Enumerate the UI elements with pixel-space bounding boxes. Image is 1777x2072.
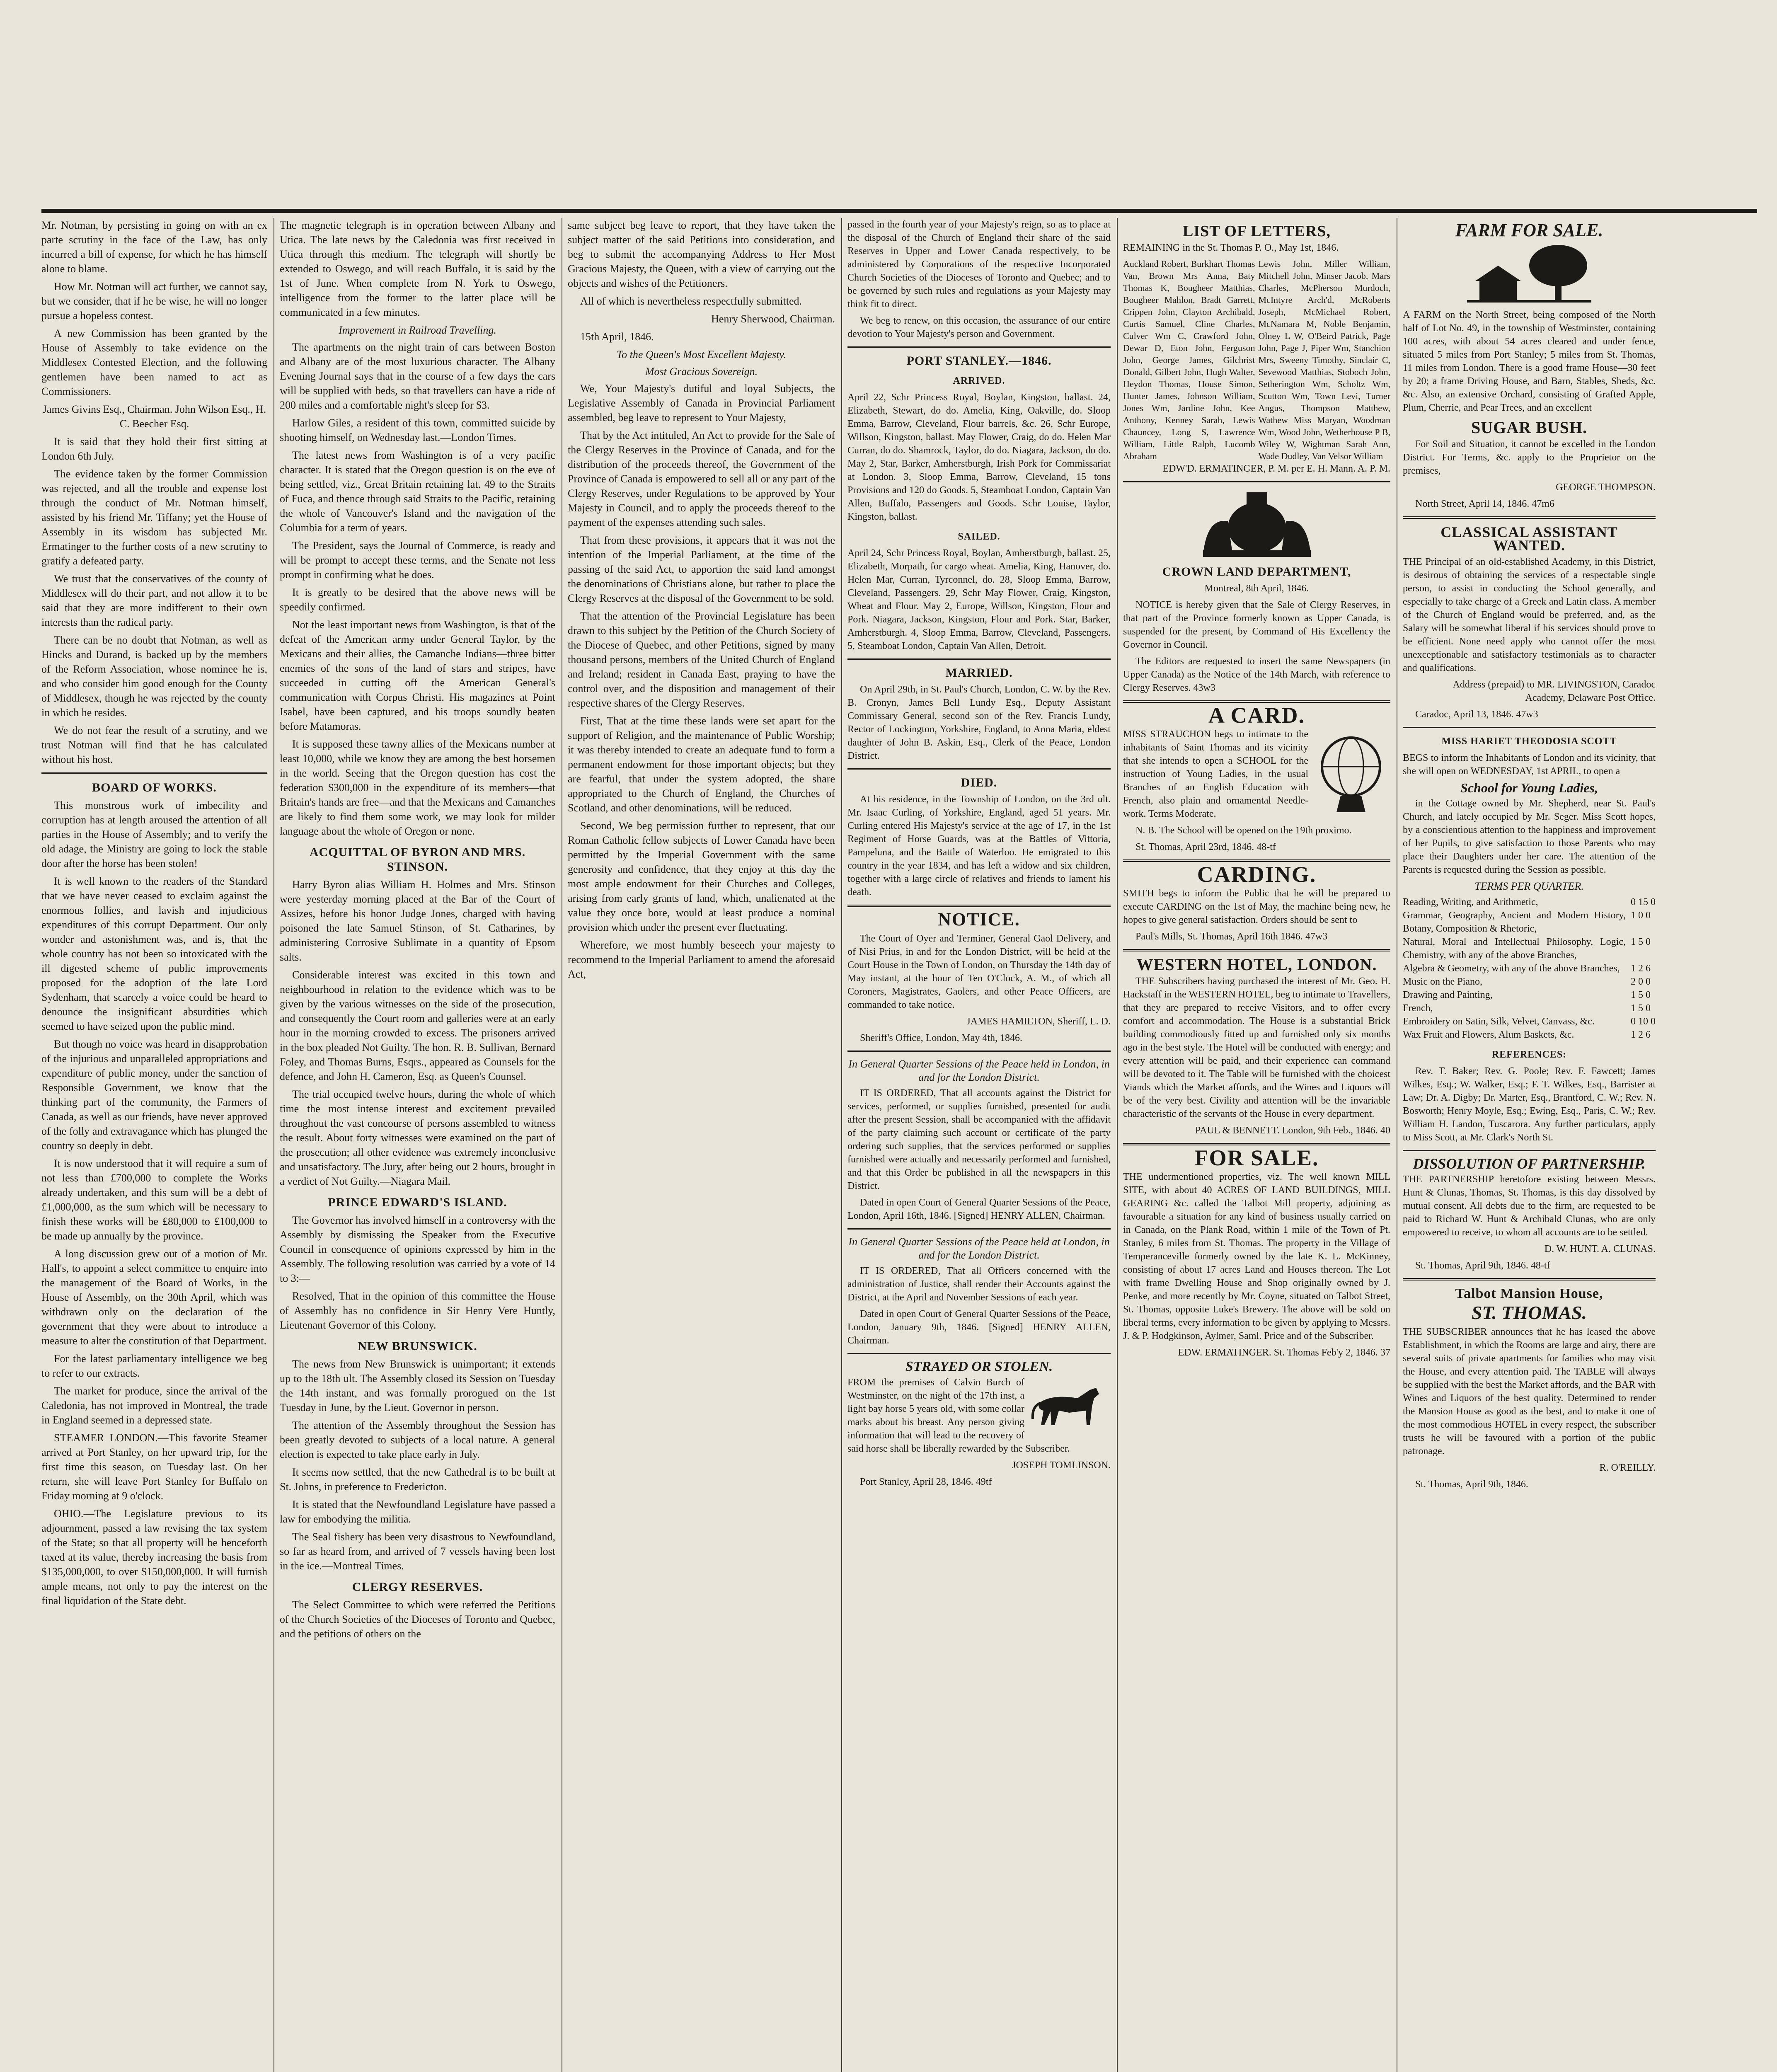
terms-price: 1 5 0 <box>1631 990 1651 1000</box>
heading-miss-scott: MISS HARIET THEODOSIA SCOTT <box>1441 736 1617 747</box>
heading-acquittal: ACQUITTAL OF BYRON AND MRS. STINSON. <box>309 845 526 874</box>
paragraph: How Mr. Notman will act further, we cannot say, but we consider, that if he be wise, he will no longer pursue a hopeless contest. <box>41 281 267 322</box>
terms-price: 2 0 0 <box>1631 976 1651 987</box>
farm-tree-icon <box>1467 243 1591 305</box>
paragraph: SMITH begs to inform the Public that he will be prepared to execute CARDING on the 1st of May, the machine being new, he hopes to give general satisfaction. Orders should be sent to <box>1123 888 1390 925</box>
heading-new-brunswick: NEW BRUNSWICK. <box>358 1339 477 1353</box>
heading-crown-land: CROWN LAND DEPARTMENT, <box>1162 565 1351 579</box>
terms-item: Music on the Piano, <box>1403 976 1482 987</box>
salutation: Most Gracious Sovereign. <box>645 366 758 378</box>
paragraph: For Soil and Situation, it cannot be excelled in the London District. For Terms, &c. apply to the Proprietor on the premises, <box>1403 439 1656 476</box>
dateline: Port Stanley, April 28, 1846. 49tf <box>860 1477 992 1487</box>
heading-school: School for Young Ladies, <box>1460 780 1598 795</box>
paragraph: The Select Committee to which were referred the Petitions of the Church Societies of the Dioceses of Toronto and Quebec, and the petitions of others on the <box>280 1599 555 1640</box>
column-divider <box>1117 218 1118 2072</box>
terms-price: 0 15 0 <box>1631 897 1656 908</box>
heading-married: MARRIED. <box>945 666 1013 680</box>
heading-sailed: SAILED. <box>958 531 1000 542</box>
signature: R. O'REILLY. <box>1599 1462 1656 1473</box>
dateline: St. Thomas, April 9th, 1846. <box>1415 1479 1528 1490</box>
divider <box>847 658 1111 660</box>
column-5 <box>1123 218 1390 1363</box>
heading-a-card: A CARD. <box>1208 703 1305 728</box>
letters-column: Auckland Robert, Burkhart Thomas Van, Brown Mrs Anna, Baty Thomas K, Bougheer Matthias, Bougheer Mahlon, Bradt Garrett, Crippen John, Clayton Archibald, Curtis Samuel, Cline Charles, Culver Wm C, Crawford John, Dewar D, Eton John, Ferguson John, George James, Gilchrist Donald, Gilbert John, Hugh Walter, Heydon Thomas, House Simon, Hunter James, Johnson William, Jones Wm, Jardine John, Kee Anthony, Kenney Sarah, Lewis Chauncey, Long S, Lawrence William, Little Ralph, Lucomb Abraham <box>1123 259 1255 461</box>
column-1 <box>41 218 267 1611</box>
paragraph: Not the least important news from Washington, is that of the defeat of the American army under General Taylor, by the Mexicans and their allies, the Camanche Indians—three bitter enemies of the sons of the land of stars and stripes, have succeeded in cutting off the American General's communication with Corpus Christi. His magazines at Point Isabel, have been captured, and his troops soundly beaten before Matamoras. <box>280 619 555 732</box>
divider <box>1403 1150 1656 1151</box>
paragraph: Considerable interest was excited in this town and neighbourhood in relation to the evidence which was to be given by the various witnesses on the side of the prosecution, and consequently the Court room and galleries were at an early hour in the morning crowded to excess. The prisoners arrived in the box pleaded Not Guilty. The hon. R. B. Sullivan, Bernard Foley, and Thomas Burns, Esqrs., appeared as Counsels for the defence, and John H. Cameron, Esq. as Queen's Counsel. <box>280 969 555 1082</box>
signature: JOSEPH TOMLINSON. <box>1012 1460 1111 1471</box>
paragraph: N. B. The School will be opened on the 19th proximo. <box>1135 825 1352 836</box>
paragraph: Mr. Notman, by persisting in going on with an ex parte scrutiny in the face of the Law, has only incurred a bill of expense, for which he has himself alone to blame. <box>41 219 267 275</box>
terms-item: Drawing and Painting, <box>1403 990 1493 1000</box>
terms-price: 1 5 0 <box>1631 1003 1651 1014</box>
paragraph: On April 29th, in St. Paul's Church, London, C. W. by the Rev. B. Cronyn, James Bell Lundy Esq., Deputy Assistant Commissary General, second son of the Rev. Francis Lundy, Rector of Lockington, Yorkshire, England, to Anna Maria, eldest daughter of John B. Askin, Esq., Clerk of the Peace, London District. <box>847 684 1111 761</box>
paragraph: That the attention of the Provincial Legislature has been drawn to this subject by the Petition of the Church Society of the Diocese of Quebec, and other Petitions, signed by many thousand persons, members of the United Church of England and Ireland; resident in Canada East, praying to have the control over, and the disposition and management of their respective shares of the Clergy Reserves. <box>568 610 835 709</box>
heading-port-stanley: PORT STANLEY.—1846. <box>906 354 1052 368</box>
dateline: Paul's Mills, St. Thomas, April 16th 1846. 47w3 <box>1135 931 1328 942</box>
signature: Dated in open Court of General Quarter Sessions of the Peace, London, January 9th, 1846. [Signed] HENRY ALLEN, Chairman. <box>847 1309 1111 1346</box>
paragraph: STEAMER LONDON.—This favorite Steamer arrived at Port Stanley, on her upward trip, for the first time this season, on Tuesday last. On her return, she will leave Port Stanley for Buffalo on Friday morning at 9 o'clock. <box>41 1432 267 1502</box>
heading-classical-assistant: CLASSICAL ASSISTANT WANTED. <box>1440 524 1618 554</box>
signature: EDW'D. ERMATINGER, P. M. per E. H. Mann. A. P. M. <box>1162 463 1390 474</box>
paragraph: same subject beg leave to report, that they have taken the subject matter of the said Petitions into consideration, and beg to submit the accompanying Address to Her Most Gracious Majesty, the Queen, with a view of carrying out the objects and wishes of the Petitioners. <box>568 219 835 289</box>
heading-references: REFERENCES: <box>1491 1049 1567 1060</box>
heading-address: To the Queen's Most Excellent Majesty. <box>617 349 786 361</box>
paragraph: The magnetic telegraph is in operation between Albany and Utica. The late news by the Caledonia was first received in Utica through this medium. The telegraph will shortly be extended to Oswego, and will reach Buffalo, it is said by the 1st of June. When complete from N. York to Oswego, intelligence from the former to the latter place will be communicated in a few minutes. <box>280 219 555 318</box>
paragraph: The attention of the Assembly throughout the Session has been greatly devoted to subjects of a local nature. A general election is expected to take place early in July. <box>280 1419 555 1460</box>
signature: D. W. HUNT. A. CLUNAS. <box>1544 1244 1656 1254</box>
letters-list <box>1123 258 1390 462</box>
paragraph: The latest news from Washington is of a very pacific character. It is stated that the Oregon question is on the eve of being settled, viz., Great Britain retaining lat. 49 to the Straits of Fuca, and thence through said Straits to the Pacific, retaining the whole of Vancouver's Island and the navigation of the Columbia for a term of years. <box>280 449 555 534</box>
paragraph: THE SUBSCRIBER announces that he has leased the above Establishment, in which the Rooms are large and airy, there are several suits of private apartments for families who may visit the House, and every attention paid. The TABLE will always be supplied with the best the Market affords, and the BAR with Wines and Liquors of the best quality. Determined to render the Mansion House as good as the best, and to make it one of the most commodious HOTEL in every respect, the subscriber trusts he will be favoured with a portion of the public patronage. <box>1403 1326 1656 1457</box>
terms-price: 1 5 0 <box>1631 937 1651 947</box>
paragraph: FROM the premises of Calvin Burch of Westminster, on the night of the 17th inst, a light bay horse 5 years old, with some collar marks about his breast. Any person giving information that will lead to the recovery of said horse shall be liberally rewarded by the Subscriber. <box>847 1377 1070 1454</box>
paragraph: MISS STRAUCHON begs to intimate to the inhabitants of Saint Thomas and its vicinity that she intends to open a SCHOOL for the instruction of Young Ladies, in the usual Branches of an English Education with French, also plain and ornamental Needle-work. Terms Moderate. <box>1123 729 1308 819</box>
signature: Address (prepaid) to MR. LIVINGSTON, Caradoc Academy, Delaware Post Office. <box>1453 679 1656 703</box>
paragraph: passed in the fourth year of your Majesty's reign, so as to place at the disposal of the Church of England their share of the said Reserves in Upper and Lower Canada respectively, to be administered by Corporations of the respective Incorporated Church Societies of the Dioceses of Toronto and Quebec; and to be governed by such rules and regulations as your Majesty may think fit to direct. <box>847 219 1111 310</box>
divider <box>1403 1278 1656 1280</box>
paragraph: The market for produce, since the arrival of the Caledonia, has not improved in Montreal, the trade in England seemed in a depressed state. <box>41 1385 267 1426</box>
paragraph: This monstrous work of imbecility and corruption has at length aroused the attention of all parties in the House of Assembly; and to verify the old adage, the Ministry are going to lock the stable door after the horse has been stolen! <box>41 799 267 869</box>
divider <box>847 1228 1111 1230</box>
heading-talbot-mansion: Talbot Mansion House, <box>1455 1286 1603 1301</box>
paragraph: There can be no doubt that Notman, as well as Hincks and Durand, is backed up by the members of the Reform Association, whose nominee he is, and who consider him good enough for the County of Middlesex, though he was rejected by the county in which he resides. <box>41 634 267 719</box>
paragraph: A long discussion grew out of a motion of Mr. Hall's, to appoint a select committee to enquire into the management of the Board of Works, in the House of Assembly, on the 30th April, which was withdrawn only on the declaration of the government that they were about to introduce a measure to alter the constitution of that Department. <box>41 1248 267 1347</box>
paragraph: IT IS ORDERED, That all Officers concerned with the administration of Justice, shall render their Accounts against the District, at the April and November Sessions of each year. <box>847 1266 1111 1303</box>
heading-sessions-2: In General Quarter Sessions of the Peace held at London, in and for the London District. <box>848 1236 1110 1261</box>
paragraph: We trust that the conservatives of the county of Middlesex will do their part, and not allow it to be said that they are more indifferent to their own interests than the radical party. <box>41 573 267 628</box>
paragraph: The trial occupied twelve hours, during the whole of which time the most intense interest and excitement prevailed throughout the vast concourse of persons assembled to witness the result. About forty witnesses were examined on the part of the prosecution; all other evidence was extremely inconclusive and unsatisfactory. The Jury, after being out 2 hours, brought in a verdict of Not Guilty.—Niagara Mail. <box>280 1088 555 1187</box>
heading-sessions: In General Quarter Sessions of the Peace held in London, in and for the London District. <box>848 1058 1110 1083</box>
paragraph: The news from New Brunswick is unimportant; it extends up to the 18th ult. The Assembly closed its Session on Tuesday the 14th instant, and was formally prorogued on the 1st Tuesday in June, by the Lieut. Governor in person. <box>280 1358 555 1414</box>
paragraph: That by the Act intituled, An Act to provide for the Sale of the Clergy Reserves in the Province of Canada, and for the distribution of the proceeds thereof, the Government of the Province of Canada is empowered to sell all or any part of the Clergy Reserves, under Regulations to be approved by Your Majesty in Council, and to apply the proceeds thereof to the payment of the expenses attending such sales. <box>568 429 835 528</box>
paragraph: THE PARTNERSHIP heretofore existing between Messrs. Hunt & Clunas, Thomas, St. Thomas, is this day dissolved by mutual consent. All debts due to the firm, are requested to be paid to Richard W. Hunt & Archibald Clunas, who are only empowered to receive, to whom all accounts are to be settled. <box>1403 1174 1656 1238</box>
paragraph: OHIO.—The Legislature previous to its adjournment, passed a law revising the tax system of the State; so that all property will be henceforth taxed at its value, thereby increasing the basis from $135,000,000, to over $150,000,000. It will furnish ample means, not only to pay the interest on the final liquidation of the State debt. <box>41 1508 267 1607</box>
paragraph: Second, We beg permission further to represent, that our Roman Catholic fellow subjects of Lower Canada have been permitted by the Imperial Government with the same generosity and confidence, that they enjoy at this day the most ample endowment for their Churches and Colleges, arising from early grants of land, which, unalienated at the value they once bore, would at least produce a nominal provision which under the present ever fluctuating. <box>568 820 835 933</box>
paragraph: Harlow Giles, a resident of this town, committed suicide by shooting himself, on Wednesday last.—London Times. <box>280 417 555 443</box>
paragraph: BEGS to inform the Inhabitants of London and its vicinity, that she will open on WEDNESDAY, 1st APRIL, to open a <box>1403 753 1656 777</box>
terms-item: Algebra & Geometry, with any of the above Branches, <box>1403 963 1620 974</box>
paragraph: REMAINING in the St. Thomas P. O., May 1st, 1846. <box>1123 242 1339 253</box>
heading-dissolution: DISSOLUTION OF PARTNERSHIP. <box>1413 1155 1646 1172</box>
paragraph: Harry Byron alias William H. Holmes and Mrs. Stinson were yesterday morning placed at the Bar of the Court of Assizes, before his honor Judge Jones, charged with having poisoned the late Samuel Stinson, of St. Catharines, by administering Corrosive Sublimate in a quantity of Epsom salts. <box>280 879 555 963</box>
divider <box>1123 949 1390 951</box>
signature: Henry Sherwood, Chairman. <box>711 313 835 325</box>
signature: EDW. ERMATINGER. St. Thomas Feb'y 2, 1846. 37 <box>1178 1347 1390 1358</box>
divider <box>1123 481 1390 482</box>
column-2 <box>280 218 555 1644</box>
signature: GEORGE THOMPSON. <box>1556 482 1656 493</box>
paragraph: It seems now settled, that the new Cathedral is to be built at St. Johns, in preference to Fredericton. <box>280 1466 555 1493</box>
heading-terms: TERMS PER QUARTER. <box>1474 880 1584 892</box>
terms-item: Embroidery on Satin, Silk, Velvet, Canvass, &c. <box>1403 1016 1595 1027</box>
paragraph: IT IS ORDERED, That all accounts against the District for services, performed, or supplies furnished, presented for audit after the present Session, shall be accompanied with the affidavit of the party claiming such account or certificate of the party ordering such supplies, that the services performed or supplies furnished were actually and necessarily performed and furnished, and that this Order be published in all the newspapers in this District. <box>847 1088 1111 1191</box>
paragraph: We, Your Majesty's dutiful and loyal Subjects, the Legislative Assembly of Canada in Provincial Parliament assembled, beg leave to represent to Your Majesty, <box>568 382 835 424</box>
paragraph: The Seal fishery has been very disastrous to Newfoundland, so far as heard from, and arrived of 7 vessels having been lost in the ice.—Montreal Times. <box>280 1531 555 1572</box>
terms-price: 1 2 6 <box>1631 963 1651 974</box>
paragraph: THE Principal of an old-established Academy, in this District, is desirous of obtaining the services of a respectable single person, to assist in conducting the School generally, and especially to take charge of a Greek and Latin class. A member of the Church of England would be preferred, and, as the Salary will be somewhat liberal if his services should prove to be efficient. None need apply who cannot offer the most unexceptionable and satisfactory testimonials as to character and qualifications. <box>1403 557 1656 673</box>
terms-item: Wax Fruit and Flowers, Alum Baskets, &c. <box>1403 1029 1574 1040</box>
dateline: 15th April, 1846. <box>580 331 654 343</box>
heading-western-hotel: WESTERN HOTEL, LONDON. <box>1136 955 1377 974</box>
divider <box>847 346 1111 348</box>
divider <box>41 772 267 774</box>
paragraph: The apartments on the night train of cars between Boston and Albany are of the most luxurious character. The Albany Evening Journal says that in the course of a few days the cars will be supplied with beds, so that travellers can have a ride of 200 miles and a comfortable night's sleep for $3. <box>280 341 555 411</box>
terms-price: 0 10 0 <box>1631 1016 1656 1027</box>
horse-icon <box>1028 1377 1111 1440</box>
terms-table <box>1403 896 1656 1041</box>
heading-clergy-reserves: CLERGY RESERVES. <box>352 1580 483 1594</box>
paragraph: All of which is nevertheless respectfully submitted. <box>580 295 802 307</box>
column-divider <box>841 218 842 2072</box>
dateline: St. Thomas, April 9th, 1846. 48-tf <box>1415 1260 1550 1271</box>
paragraph: The Editors are requested to insert the same Newspapers (in Upper Canada) as the Notice of the 14th March, with reference to Clergy Reserves. 43w3 <box>1123 656 1390 693</box>
paragraph: NOTICE is hereby given that the Sale of Clergy Reserves, in that part of the Province formerly known as Upper Canada, is suspended for the present, by Command of His Excellency the Governor in Council. <box>1123 600 1390 650</box>
top-rule <box>41 209 1757 213</box>
paragraph: For the latest parliamentary intelligence we beg to refer to our extracts. <box>41 1353 267 1379</box>
terms-price: 1 2 6 <box>1631 1029 1651 1040</box>
terms-price: 1 0 0 <box>1631 910 1651 921</box>
shipping-departures: April 24, Schr Princess Royal, Boylan, Amherstburgh, ballast. 25, Elizabeth, Morpath, for cargo wheat. Amelia, King, Hanover, do. Helen Mar, Curran, Tyrconnel, do. 28, Sloop Emma, Barrow, Cleveland, Passengers. 29, Schr May Flower, Craig, Kingston, Wheat and Flour. May 2, Europe, Willson, Kingston, Flour and Pork. Niagara, Jackson, Kingston, Flour and Pork. Star, Barker, Amherstburgh. 4, Sloop Emma, Barrow, Cleveland, Passengers. 5, Steamboat London, Captain Van Allen, Detroit. <box>847 548 1111 651</box>
paragraph: THE Subscribers having purchased the interest of Mr. Geo. H. Hackstaff in the WESTERN HOTEL, beg to intimate to Travellers, that they are prepared to receive Visitors, and to offer every comfort and accommodation. The House is a substantial Brick building commodiously fitted up and furnished only six months ago in the best style. The Hotel will be conducted with energy; and every attention will be paid, and their experience can command will be devoted to it. The Table will be furnished with the choicest Viands which the Market affords, and the Wines and Liquors will be of the very best. Civility and attention will be the invariable characteristic of the servants of the House in every department. <box>1123 976 1390 1119</box>
divider <box>847 1051 1111 1052</box>
paragraph: It is well known to the readers of the Standard that we have never ceased to exclaim against the enormous follies, and lavish and injudicious expenditures of this corrupt Department. Our only wonder and astonishment was, and is, that the whole country has not been so intoxicated with the ill digested scheme of public improvements proposed for the adoption of the late Lord Sydenham, that scarcely a voice could be heard to denounce the insignificant absurdities which seemed to have seized upon the public mind. <box>41 875 267 1032</box>
paragraph: A new Commission has been granted by the House of Assembly to take evidence on the Middlesex Contested Election, and the following gentlemen have been named to act as Commissioners. <box>41 327 267 397</box>
paragraph: The Court of Oyer and Terminer, General Gaol Delivery, and of Nisi Prius, in and for the London District, will be held at the Court House in the Town of London, on Thursday the 14th day of May instant, at the hour of Ten O'Clock, A. M., of which all Coroners, Magistrates, Gaolers, and other Peace Officers, are commanded to take notice. <box>847 933 1111 1010</box>
heading-arrived: ARRIVED. <box>953 375 1005 386</box>
paragraph: That from these provisions, it appears that it was not the intention of the Imperial Parliament, at the time of the passing of the said Act, to apportion the said land amongst the denominations of Christians alone, but rather to place the Clergy Reserves at the disposal of the Government to be sold. <box>568 534 835 604</box>
heading-carding: CARDING. <box>1197 862 1317 887</box>
heading-pei: PRINCE EDWARD'S ISLAND. <box>328 1196 507 1209</box>
terms-item: Grammar, Geography, Ancient and Modern History, Botany, Composition & Rhetoric, <box>1403 910 1626 934</box>
heading-list-of-letters: LIST OF LETTERS, <box>1182 223 1331 240</box>
column-6 <box>1403 218 1656 1494</box>
paragraph: It is now understood that it will require a sum of not less than £700,000 to complete the Works already undertaken, and this sum will be a debt of £1,000,000, as the sum which will be necessary to finish these works will be £80,000 to £100,000 to be made up annually by the province. <box>41 1157 267 1242</box>
divider <box>847 905 1111 907</box>
paragraph: We do not fear the result of a scrutiny, and we trust Notman will find that he has calculated without his host. <box>41 724 267 765</box>
dateline: Caradoc, April 13, 1846. 47w3 <box>1415 709 1538 720</box>
heading-sugar-bush: SUGAR BUSH. <box>1471 418 1587 437</box>
paragraph: It is stated that the Newfoundland Legislature have passed a law for embodying the militia. <box>280 1498 555 1525</box>
divider <box>1403 727 1656 728</box>
paragraph: A FARM on the North Street, being composed of the North half of Lot No. 49, in the township of Westminster, containing 100 acres, with about 54 acres cleared and under fence, situated 5 miles from Port Stanley; 5 miles from St. Thomas, 11 miles from London. There is a good frame House—30 feet by 20; a frame Driving House, and Barn, Stables, Sheds, &c. &c. Also, an extensive Orchard, consisting of Grafted Apple, Plum, Cherrie, and Pear Trees, and an excellent <box>1403 310 1656 413</box>
signature: PAUL & BENNETT. London, 9th Feb., 1846. 40 <box>1195 1125 1390 1136</box>
divider <box>847 1353 1111 1354</box>
paragraph: The President, says the Journal of Commerce, is ready and will be prompt to accept these terms, and the Senate not less prompt in confirming what he does. <box>280 540 555 581</box>
column-4 <box>847 218 1111 1492</box>
paragraph: THE undermentioned properties, viz. The well known MILL SITE, with about 40 ACRES OF LAND BUILDINGS, MILL GEARING &c. called the Talbot Mill property, adjoining as favourable a situation for any kind of business usually carried on in Canada, on the Plank Road, within 1 mile of the Town of Pt. Stanley, 6 miles from St. Thomas. The property in the Village of Temperanceville formerly owned by the late K. L. McKinney, consisting of about 17 acres Land and Houses thereon. The Lot with frame Dwelling House and Shop originally owned by J. Penke, and more recently by Mr. Coyne, situated on Talbot Street, St. Thomas, opposite Luke's Brewery. The above will be sold on liberal terms, every information to be given by applying to Messrs. J. & P. Hodgkinson, Aylmer, Saml. Price and of the Subscriber. <box>1123 1172 1390 1341</box>
paragraph: It is supposed these tawny allies of the Mexicans number at least 10,000, while we know they are among the best horsemen in the world. Seeing that the Oregon question has cost the federation $300,000 in the expenditure of its members—that Britain's hands are free—and that the Mexicans and Camanches are likely to find them some work, we may look for milder language about the whole of Oregon or none. <box>280 738 555 837</box>
signature: Dated in open Court of General Quarter Sessions of the Peace, London, April 16th, 1846. [Signed] HENRY ALLEN, Chairman. <box>847 1197 1111 1221</box>
paragraph: At his residence, in the Township of London, on the 3rd ult. Mr. Isaac Curling, of Yorkshire, England, aged 51 years. Mr. Curling entered His Majesty's service at the age of 17, in the 1st Regiment of Horse Guards, was at the Battles of Vittoria, Pampeluna, and the Battle of Waterloo. He emigrated to this country in the year 1834, and has left a widow and six children, together with a large circle of relatives and friends to lament his death. <box>847 794 1111 898</box>
royal-arms-icon <box>1178 488 1336 559</box>
terms-item: Natural, Moral and Intellectual Philosophy, Logic, Chemistry, with any of the above Branches, <box>1403 937 1626 961</box>
heading-notice: NOTICE. <box>938 909 1020 929</box>
paragraph: in the Cottage owned by Mr. Shepherd, near St. Paul's Church, and lately occupied by Mr. Seger. Miss Scott hopes, by a conscientious attention to the happiness and improvement of her Pupils, to give satisfaction to those Parents who may place their Daughters under her care. The attention of the Parents is requested during the Session as possible. <box>1403 798 1656 875</box>
shipping-arrivals: April 22, Schr Princess Royal, Boylan, Kingston, ballast. 24, Elizabeth, Stewart, do do. Amelia, King, Oakville, do. Sloop Emma, Barrow, Cleveland, Flour barrels, &c. 26, Schr Europe, Willson, Kingston, ballast. May Flower, Craig, do do. Helen Mar Curran, do do. Shamrock, Taylor, do do. Niagara, Jackson, do do. May 2, Star, Barker, Amherstburgh, Irish Pork for Commissariat at London. 3, Sloop Emma, Barrow, Cleveland, 15 tons Provisions and 120 do Goods. 5, Steamboat London, Captain Van Allen, Buffalo, Passengers and Goods. Schr Louise, Taylor, Kingston, ballast. <box>847 392 1111 522</box>
letters-column: Lewis John, Miller William, Mitchell John, Minser Jacob, Mars Charles, McPherson Murdoch, McIntyre Arch'd, McRoberts Joseph, McMichael Robert, McNamara M, Noble Benjamin, Olney L W, O'Beird Patrick, Page John, Page J, Piper Wm, Stanchion Mrs, Sweeny Timothy, Sinclair C, Sevewood Matthias, Stoboch John, Setherington Wm, Scholtz Wm, Scutton Wm, Town Levi, Turner Angus, Thompson Matthew, Wathew Miss Maryan, Woodman Wm, Wood John, Wetherhouse P B, Wiley W, Wightman Sarah Ann, Wade Dudley, Van Velsor William <box>1258 259 1390 461</box>
paragraph: Wherefore, we most humbly beseech your majesty to recommend to the Imperial Parliament to amend the aforesaid Act, <box>568 939 835 980</box>
heading-died: DIED. <box>961 776 997 789</box>
heading-railroad: Improvement in Railroad Travelling. <box>339 324 496 336</box>
commissioners: James Givins Esq., Chairman. John Wilson Esq., H. C. Beecher Esq. <box>42 403 266 430</box>
paragraph: The Governor has involved himself in a controversy with the Assembly by dismissing the Speaker from the Executive Council in consequence of opinions expressed by him in the Assembly. The following resolution was carried by a vote of 14 to 3:— <box>280 1214 555 1284</box>
paragraph: Rev. T. Baker; Rev. G. Poole; Rev. F. Fawcett; James Wilkes, Esq.; W. Walker, Esq.; F. T. Wilkes, Esq., Barrister at Law; Dr. A. Digby; Dr. Marter, Esq., Brantford, C. W.; Rev. N. Bosworth; Henry Moyle, Esq.; Ewing, Esq., Paris, C. W.; Rev. William H. Landon, Tuscarora. Any further particulars, apply to Miss Scott, at Mr. Clark's North St. <box>1403 1066 1656 1143</box>
dateline: North Street, April 14, 1846. 47m6 <box>1415 499 1554 509</box>
heading-st-thomas: ST. THOMAS. <box>1471 1302 1587 1323</box>
dateline: Montreal, 8th April, 1846. <box>1204 583 1309 594</box>
heading-farm-for-sale: FARM FOR SALE. <box>1455 220 1603 240</box>
paragraph: We beg to renew, on this occasion, the assurance of our entire devotion to Your Majesty's person and Government. <box>847 315 1111 339</box>
dateline: Sheriff's Office, London, May 4th, 1846. <box>860 1033 1023 1043</box>
heading-board-of-works: BOARD OF WORKS. <box>92 781 217 794</box>
divider <box>847 768 1111 770</box>
paragraph: But though no voice was heard in disapprobation of the injurious and unparalleled appropriations and expenditure of public money, under the sanction of Responsible Government, we know that the thinking part of the community, the Farmers of Canada, as well as our friends, have never approved of the folly and extravagance which has plunged the country so deeply in debt. <box>41 1038 267 1152</box>
paragraph: The evidence taken by the former Commission was rejected, and all the trouble and expense lost through the conduct of Mr. Notman himself, assisted by his friend Mr. Tiffany; yet the House of Assembly in its wisdom has subjected Mr. Ermatinger to the further costs of a new scrutiny to gratify a defeated party. <box>41 468 267 567</box>
paragraph: First, That at the time these lands were set apart for the support of Religion, and the maintenance of Public Worship; it was thereby intended to create an adequate fund to form a permanent endowment for those important objects; but they are fearful, that under the system adopted, the share appropriated to the Church of England, the Churches of Scotland, and other denominations, will be reduced. <box>568 715 835 814</box>
heading-for-sale: FOR SALE. <box>1194 1145 1319 1170</box>
heading-strayed: STRAYED OR STOLEN. <box>905 1359 1053 1374</box>
globe-icon <box>1312 729 1390 816</box>
divider <box>1403 516 1656 519</box>
paragraph: It is greatly to be desired that the above news will be speedily confirmed. <box>280 586 555 613</box>
paragraph: It is said that they hold their first sitting at London 6th July. <box>41 436 267 462</box>
terms-item: French, <box>1403 1003 1433 1014</box>
dateline: St. Thomas, April 23rd, 1846. 48-tf <box>1135 842 1276 852</box>
signature: JAMES HAMILTON, Sheriff, L. D. <box>966 1016 1111 1027</box>
newspaper-page <box>41 199 1757 2072</box>
column-3 <box>568 218 835 985</box>
paragraph: Resolved, That in the opinion of this committee the House of Assembly has no confidence in Sir Henry Vere Huntly, Lieutenant Governor of this Colony. <box>280 1290 555 1331</box>
terms-item: Reading, Writing, and Arithmetic, <box>1403 897 1538 908</box>
